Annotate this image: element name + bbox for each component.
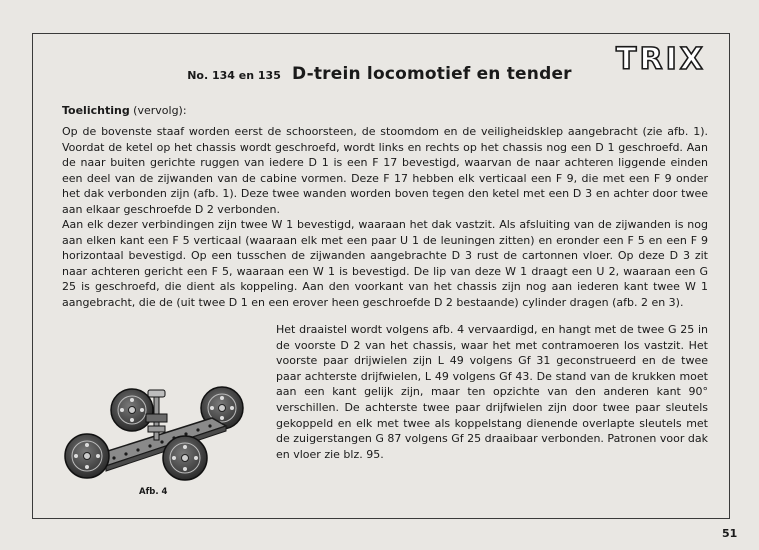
figure-caption: Afb. 4 (139, 487, 168, 497)
section-label: Toelichting (62, 104, 130, 117)
title-text: D-trein locomotief en tender (291, 64, 572, 84)
model-number: No. 134 en 135 (187, 69, 281, 82)
section-suffix: (vervolg): (129, 104, 187, 117)
page-title (0, 64, 759, 84)
section-heading (62, 104, 187, 117)
paragraph-3: Het draaistel wordt volgens afb. 4 vervaardigd, en hangt met de twee G 25 in de voorste D 2 van het chassis, waar het met contramoeren los vastzit. Het voorste paar drijwielen zijn L 49 volgens Gf 31 geconstrueerd en de twee paar achterste drijfwielen, L 49 volgens Gf 43. De stand van de krukken moet aan een kant gelijk zijn, maar ten opzichte van den anderen kant 90° verschillen. De achterste twee paar drijfwielen zijn door twee paar sleutels gekoppeld en elk met twee als koppelstang dienende overlapte sleutels met de zuigerstangen G 87 volgens Gf 25 draaibaar verbonden. Patronen voor dak en vloer zie blz. 95. (276, 323, 708, 461)
bogie-illustration (62, 378, 262, 488)
paragraph-1: Op de bovenste staaf worden eerst de schoorsteen, de stoomdom en de veiligheidsklep aangebracht (zie afb. 1). Voordat de ketel op het chassis wordt geschroefd, wordt links en rechts op het chassis nog een D 1 geschroefd. Aan de naar buiten gerichte ruggen van iedere D 1 is een F 17 bevestigd, waarvan de naar achteren liggende einden een deel van de zijwanden van de cabine vormen. Deze F 17 hebben elk verticaal een F 9, die met een F 9 onder het dak verbonden zijn (afb. 1). Deze twee wanden worden boven tegen den ketel met een D 3 en achter door twee aan elkaar geschroefde D 2 verbonden. (62, 125, 708, 216)
front-left-wheel (65, 434, 109, 478)
trix-logo: TRIX (616, 42, 706, 77)
front-right-wheel (163, 436, 207, 480)
paragraph-2: Aan elk dezer verbindingen zijn twee W 1 bevestigd, waaraan het dak vastzit. Als afsluiting van de zijwanden is nog aan elken kant een F 5 verticaal (waaraan elk met een paar U 1 de leuningen zitten) en eronder een F 5 en een F 9 horizontaal bevestigd. Op een tusschen de zijwanden aangebrachte D 3 rust de cartonnen vloer. Op deze D 3 zit naar achteren gericht een F 5, waaraan een W 1 is bevestigd. De lip van deze W 1 draagt een U 2, waaraan een G 25 is geschroefd, die dient als koppeling. Aan den voorkant van het chassis zijn nog aan iederen kant twee W 1 aangebracht, die de (uit twee D 1 en een erover heen geschroefde D 2 bestaande) cylinder dragen (afb. 2 en 3). (62, 218, 708, 309)
rear-left-wheel (111, 389, 153, 431)
page-number: 51 (722, 527, 738, 540)
